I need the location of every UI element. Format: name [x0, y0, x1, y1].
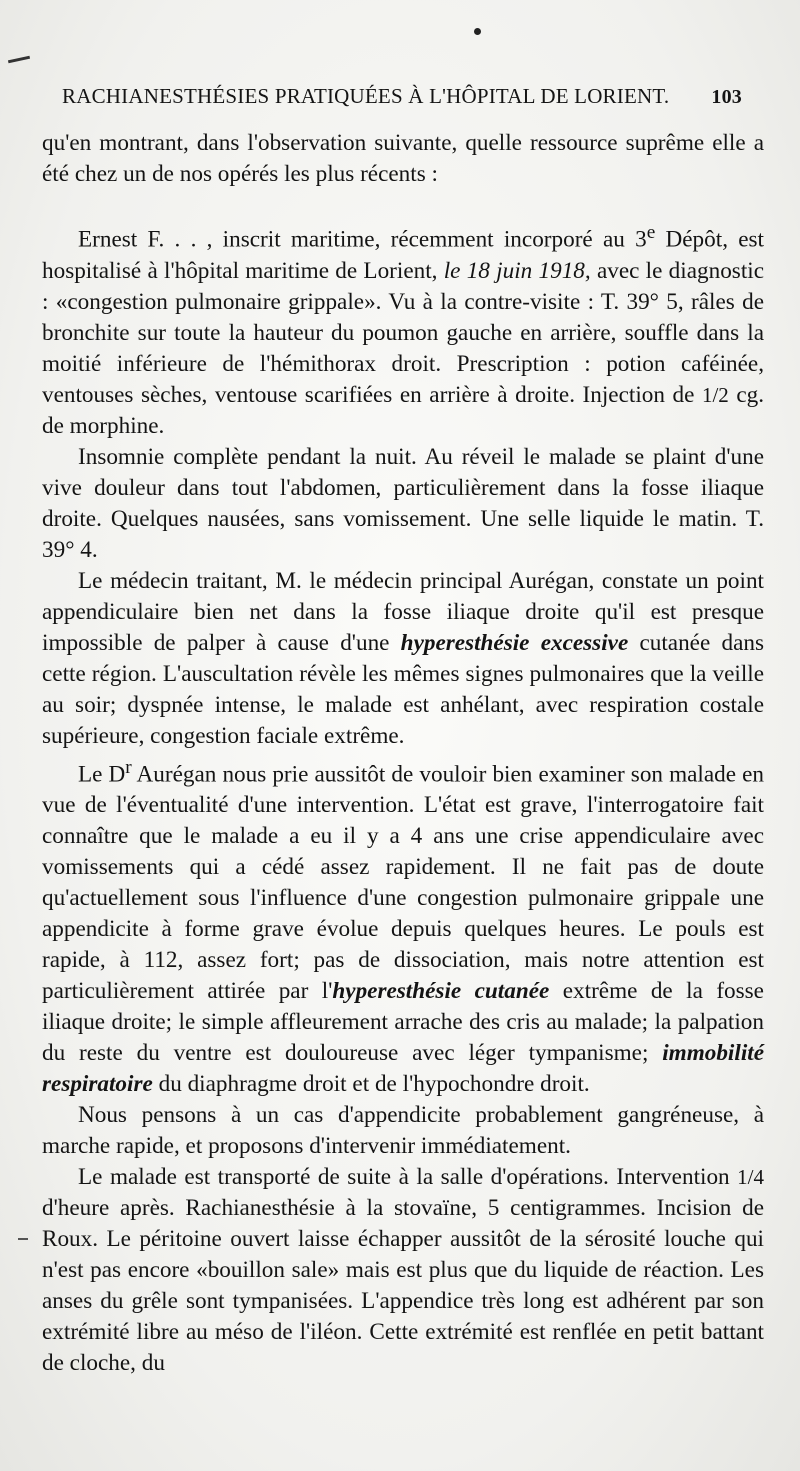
page-number: 103 [711, 86, 742, 108]
paragraph-3-text-a: Le médecin traitant, M. le médecin principal Aurégan, constate un point appendiculaire bien net dans la fosse iliaque droite qu'il est presque impossible de palper à cause d'une [42, 567, 764, 656]
paragraph-2: Insomnie complète pendant la nuit. Au réveil le malade se plaint d'une vive douleur dans tout l'abdomen, particulièrement dans la fosse iliaque droite. Quelques nausées, sans vomissement. Une selle liquide le matin. T. 39° 4. [42, 443, 764, 563]
paragraph-3-emphasis: hyperesthésie excessive [400, 629, 629, 656]
paragraph-1-superscript: e [646, 222, 656, 243]
paragraph-3 [42, 566, 764, 752]
ink-speck [474, 28, 481, 35]
observation-block [42, 217, 764, 1379]
paragraph-1-text-c: avec le diagnostic : «congestion pulmonaire grippale». Vu à la contre-visite : T. 39° 5, râles de bronchite sur toute la hauteur du poumon gauche en arrière, souffle dans la moitié inférieure de l'hémithorax droit. Prescription : potion caféinée, ventouses sèches, ventouse scarifiées en arrière à droite. Injection de [42, 257, 764, 408]
paragraph-6-text-b: d'heure après. Rachianesthésie à la stovaïne, 5 centigrammes. Incision de Roux. Le péritoine ouvert laisse échapper aussitôt de la sérosité louche qui n'est pas encore «bouillon sale» mais est plus que du liquide de réaction. Les anses du grêle sont tympanisées. L'appendice très long est adhérent par son extrémité libre au méso de l'iléon. Cette extrémité est renflée en petit battant de cloche, du [42, 1195, 764, 1377]
paragraph-6-text-a: Le malade est transporté de suite à la salle d'opérations. Intervention [78, 1164, 738, 1191]
paragraph-4-text-c: extrême de la fosse iliaque droite; le simple affleurement arrache des cris au malade; la palpation du reste du ventre est douloureuse avec léger tympanisme; [42, 978, 764, 1067]
running-header [62, 84, 742, 109]
paragraph-4-superscript: r [125, 756, 132, 778]
intro-paragraph: qu'en montrant, dans l'observation suivante, quelle ressource suprême elle a été chez un de nos opérés les plus récents : [42, 130, 764, 187]
paragraph-6-fraction: 1/4 [737, 1165, 764, 1190]
paragraph-6 [42, 1162, 764, 1379]
paragraph-1 [42, 217, 764, 442]
paragraph-4-emphasis-1: hyperesthésie cutanée [332, 978, 550, 1005]
paragraph-4 [42, 752, 764, 1101]
paragraph-1-text-d: cg. de morphine. [42, 381, 764, 439]
paragraph-1-text-b: Dépôt, est hospitalisé à l'hôpital maritime de Lorient, [42, 226, 764, 284]
intro-block [42, 128, 764, 190]
paragraph-1-date: le 18 juin 1918, [443, 257, 591, 284]
paragraph-3-text-b: cutanée dans cette région. L'auscultation révèle les mêmes signes pulmonaires que la veille au soir; dyspnée intense, le malade est anhélant, avec respiration costale supérieure, congestion faciale extrême. [42, 629, 764, 749]
paragraph-4-text-b: Aurégan nous prie aussitôt de vouloir bien examiner son malade en vue de l'éventualité d'une intervention. L'état est grave, l'interrogatoire fait connaître que le malade a eu il y a 4 ans une crise appendiculaire avec vomissements qui a cédé assez rapidement. Il ne fait pas de doute qu'actuellement sous l'influence d'une congestion pulmonaire grippale une appendicite à forme grave évolue depuis quelques heures. Le pouls est rapide, à 112, assez fort; pas de dissociation, mais notre attention est particulièrement attirée par l' [42, 761, 765, 1005]
paragraph-1-dose: 1/2 [701, 382, 729, 407]
paragraph-4-text-d: du diaphragme droit et de l'hypochondre droit. [152, 1071, 590, 1098]
paragraph-1-text-a: Ernest F. . . , inscrit maritime, récemment incorporé au 3 [78, 226, 647, 253]
margin-tick [18, 1238, 28, 1240]
paragraph-4-text-a: Le D [78, 761, 126, 788]
running-header-title: RACHIANESTHÉSIES PRATIQUÉES À L'HÔPITAL DE LORIENT. [62, 84, 670, 108]
margin-mark [8, 56, 30, 64]
paragraph-5: Nous pensons à un cas d'appendicite probablement gangréneuse, à marche rapide, et proposons d'intervenir immédiatement. [42, 1102, 764, 1160]
paragraph-4-emphasis-2: immobilité respiratoire [42, 1040, 764, 1098]
